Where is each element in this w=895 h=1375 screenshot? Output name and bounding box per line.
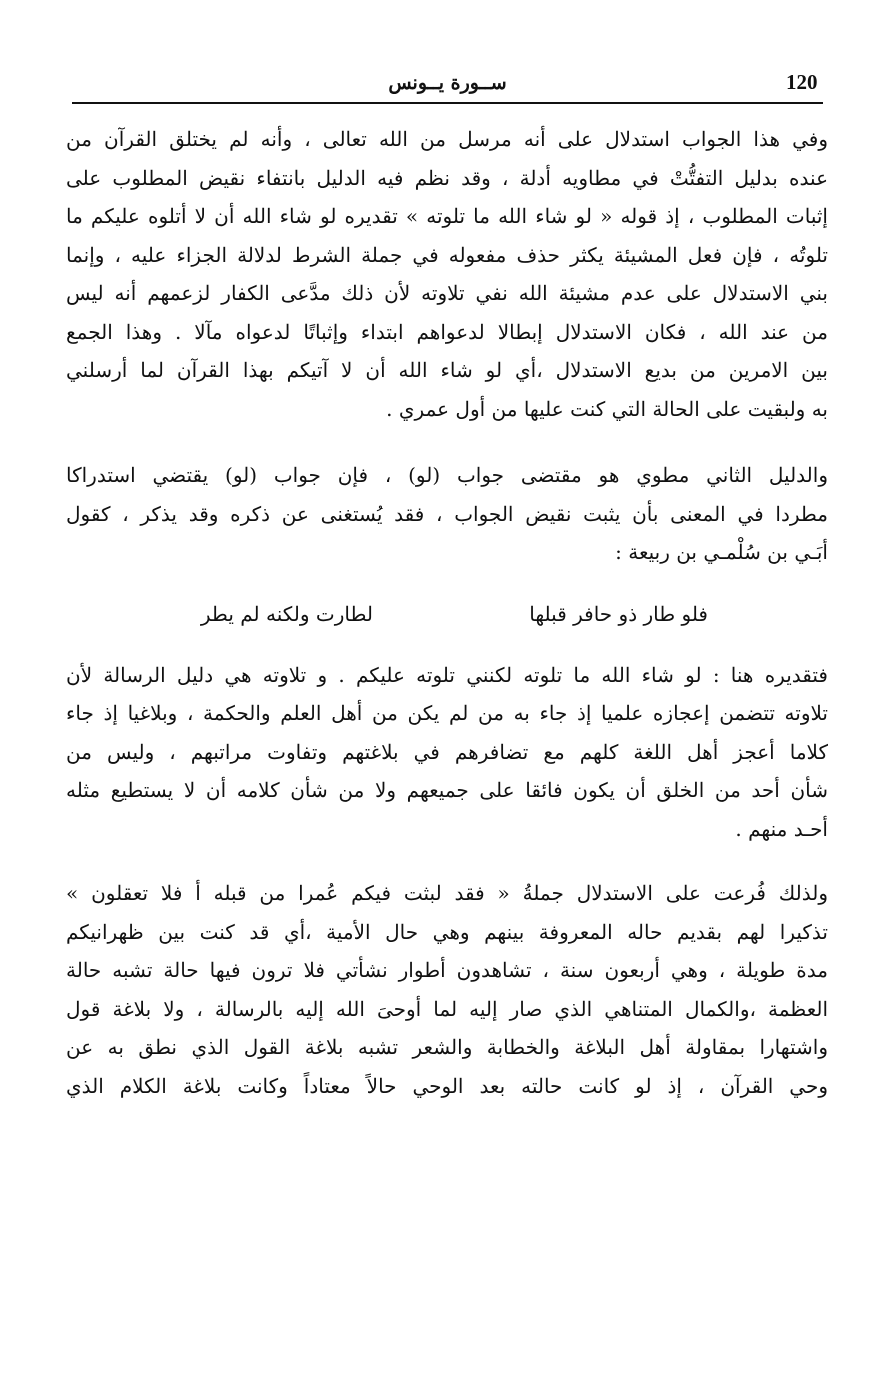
paragraph-spacer bbox=[66, 634, 828, 656]
text-line: بين الامرين من بديع الاستدلال ،أي لو شاء الله أن لا آتيكم بهذا القرآن لما أرسلني bbox=[66, 358, 828, 382]
text-line: عنده بدليل التفتُّتْ في مطاويه أدلة ، وقد نظم فيه الدليل بانتفاء نقيض المطلوب على bbox=[66, 165, 828, 190]
poetry-verse bbox=[66, 594, 828, 634]
page-header bbox=[72, 70, 823, 104]
text-line: أحـد منهم . bbox=[735, 816, 828, 841]
text-line: أبَـي بن سُلْمـي بن ربيعة : bbox=[615, 540, 828, 564]
verse-hemistich-first: فلو طار ذو حافر قبلها bbox=[529, 601, 708, 626]
page-body bbox=[66, 120, 828, 1105]
text-line: وفي هذا الجواب استدلال على أنه مرسل من الله تعالى ، وأنه لم يختلق القرآن من bbox=[66, 127, 828, 151]
text-line: تذكيرا لهم بقديم حاله المعروفة بينهم وهي حال الأمية ،أي قد كنت بين ظهرانيكم bbox=[66, 919, 828, 944]
header-rule bbox=[72, 102, 823, 104]
text-line: من عند الله ، فكان الاستدلال إبطالا لدعواهم ابتداء وإثباتًا لدعواه مآلا . وهذا الجمع bbox=[66, 319, 828, 344]
text-line: والدليل الثاني مطوي هو مقتضى جواب (لو) ، فإن جواب (لو) يقتضي استدراكا bbox=[66, 463, 828, 487]
paragraph-1 bbox=[66, 120, 828, 428]
text-line: تلوتُه ، فإن فعل المشيئة يكثر حذف مفعوله في جملة الشرط لدلالة الجزاء عليه ، وإنما bbox=[66, 242, 828, 267]
paragraph-spacer bbox=[66, 428, 828, 456]
paragraph-2 bbox=[66, 456, 828, 572]
text-line: مطردا في المعنى بأن يثبت نقيض الجواب ، فقد يُستغنى عن ذكره وقد يذكر ، كقول bbox=[66, 501, 828, 526]
text-line: بني الاستدلال على عدم مشيئة الله نفي تلاوته لأن ذلك مدَّعى الكفار لزعمهم أنه ليس bbox=[66, 281, 828, 305]
text-line: إثبات المطلوب ، إذ قوله « لو شاء الله ما تلوته » تقديره لو شاء الله أن لا أتلوه عليكم ما bbox=[66, 204, 828, 228]
paragraph-spacer bbox=[66, 572, 828, 594]
text-line: كلاما أعجز أهل اللغة كلهم مع تضافرهم في بلاغتهم وتفاوت مراتبهم ، وليس من bbox=[66, 739, 828, 764]
page-number: 120 bbox=[786, 70, 818, 94]
text-line: فتقديره هنا : لو شاء الله ما تلوته لكنني تلوته عليكم . و تلاوته هي دليل الرسالة لأن bbox=[66, 662, 828, 687]
text-line: مدة طويلة ، وهي أربعون سنة ، تشاهدون أطوار نشأتي فلا ترون فيها حالة تشبه حالة bbox=[66, 958, 828, 982]
text-line: ولذلك فُرعت على الاستدلال جملةُ « فقد لبثت فيكم عُمرا من قبله أ فلا تعقلون » bbox=[66, 881, 828, 905]
text-line: واشتهارا بمقاولة أهل البلاغة والخطابة والشعر تشبه بلاغة القول الذي نطق به عن bbox=[66, 1035, 828, 1059]
text-line: تلاوته تتضمن إعجازه علميا إذ جاء به من لم يكن من أهل العلم والحكمة ، وبلاغيا إذ جاء bbox=[66, 701, 828, 725]
paragraph-4 bbox=[66, 874, 828, 1105]
paragraph-3 bbox=[66, 656, 828, 849]
text-line: به ولبقيت على الحالة التي كنت عليها من أول عمري . bbox=[386, 396, 828, 421]
text-line: وحي القرآن ، إذ لو كانت حالته بعد الوحي حالاً معتاداً وكانت بلاغة الكلام الذي bbox=[66, 1073, 828, 1098]
text-line: العظمة ،والكمال المتناهي الذي صار إليه لما أوحىَ الله إليه بالرسالة ، ولا بلاغة قول bbox=[66, 996, 828, 1021]
paragraph-spacer bbox=[66, 848, 828, 874]
verse-hemistich-second: لطارت ولكنه لم يطر bbox=[200, 601, 373, 626]
text-line: شأن أحد من الخلق أن يكون فائقا على جميعهم ولا من شأن كلامه أن لا يستطيع مثله bbox=[66, 778, 828, 802]
surah-title: ســورة يــونس bbox=[388, 72, 507, 94]
